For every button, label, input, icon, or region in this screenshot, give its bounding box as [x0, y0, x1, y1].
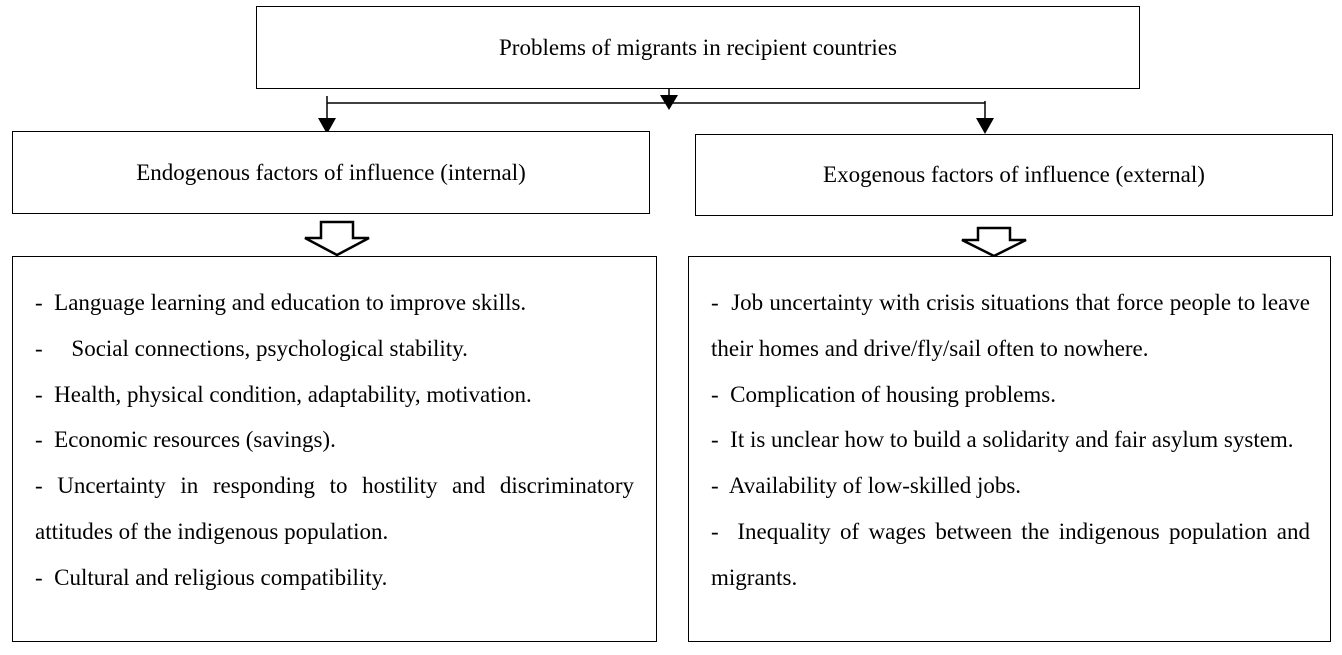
list-item: - Uncertainty in responding to hostility and discriminatory attitudes of the indigenous population. — [35, 473, 634, 544]
list-item: - Economic resources (savings). — [35, 427, 336, 453]
list-item: - Job uncertainty with crisis situations that force people to leave their homes and drive/fly/sail often to nowhere. — [711, 290, 1310, 361]
endogenous-factors-box — [12, 131, 650, 214]
top-problem-title: Problems of migrants in recipient countries — [499, 34, 897, 60]
endogenous-factors-list — [12, 256, 657, 642]
exogenous-factors-box — [695, 134, 1333, 216]
list-item: - Health, physical condition, adaptability, motivation. — [35, 381, 532, 407]
list-item: - Social connections, psychological stability. — [35, 335, 468, 361]
top-problem-box — [256, 6, 1140, 89]
right-arrowhead — [976, 118, 994, 134]
exogenous-factors-list — [688, 256, 1331, 642]
top-stem-arrowhead — [660, 95, 678, 110]
list-item: - Complication of housing problems. — [711, 381, 1056, 407]
list-item: - Language learning and education to improve skills. — [35, 290, 527, 315]
list-item: - It is unclear how to build a solidarity and fair asylum system. — [711, 427, 1294, 453]
list-item: - Cultural and religious compatibility. — [35, 564, 388, 590]
endogenous-factors-title: Endogenous factors of influence (internal) — [136, 159, 526, 185]
left-block-arrow — [305, 222, 369, 255]
list-item: - Availability of low-skilled jobs. — [711, 473, 1022, 499]
list-item: - Inequality of wages between the indigenous population and migrants. — [711, 518, 1310, 590]
right-block-arrow — [962, 228, 1026, 256]
exogenous-factors-title: Exogenous factors of influence (external) — [823, 162, 1205, 187]
